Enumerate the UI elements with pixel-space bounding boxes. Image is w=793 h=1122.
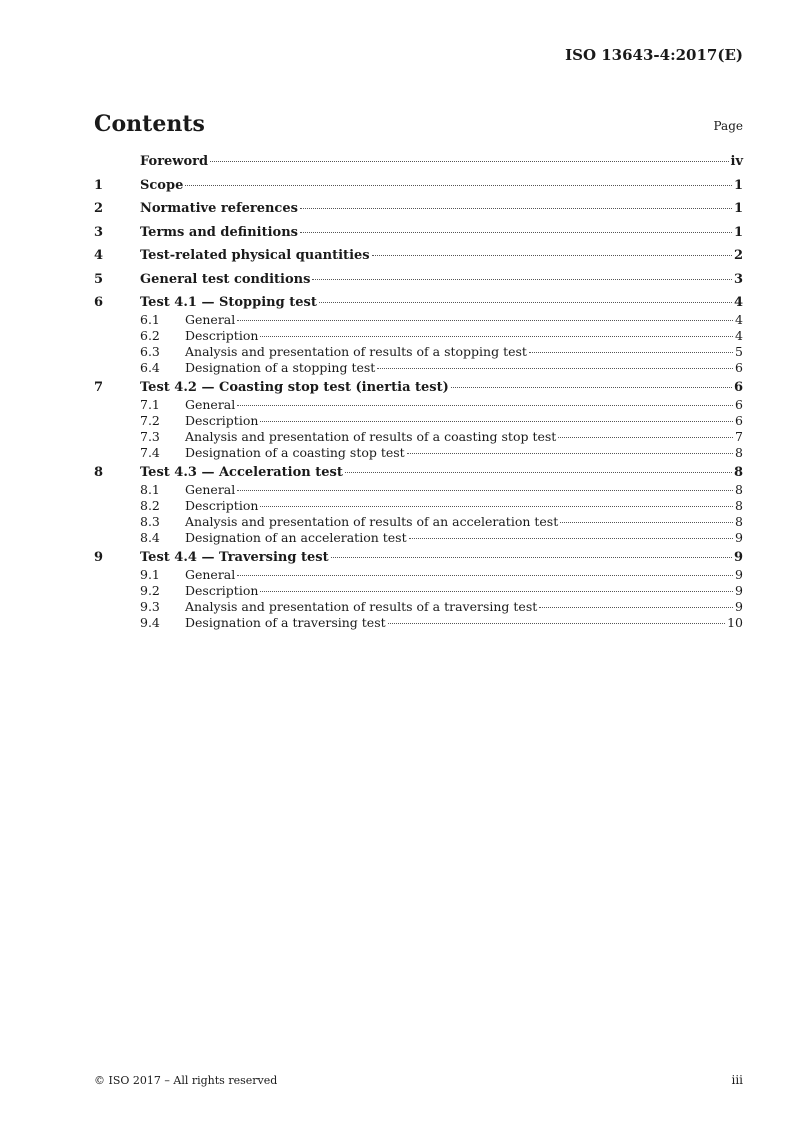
toc-subentry-page: 4 <box>735 328 743 343</box>
toc-subentry-page: 4 <box>735 312 743 327</box>
toc-subentry-title: Designation of a traversing test <box>185 615 386 630</box>
page-number: iii <box>731 1073 743 1087</box>
dot-leader <box>377 368 733 369</box>
dot-leader <box>260 421 733 422</box>
toc-subentry[interactable] <box>94 312 743 328</box>
toc-entry-number: 2 <box>94 201 104 216</box>
toc-subentry-number: 6.2 <box>140 328 160 343</box>
toc-entry[interactable] <box>94 295 743 312</box>
copyright-notice: © ISO 2017 – All rights reserved <box>94 1074 278 1087</box>
toc-subentry-page: 6 <box>735 397 743 412</box>
toc-subentry[interactable] <box>94 344 743 360</box>
toc-subentry-page: 8 <box>735 445 743 460</box>
toc-subentry[interactable] <box>94 360 743 380</box>
toc-subentry[interactable] <box>94 413 743 429</box>
toc-subentry-number: 6.1 <box>140 312 160 327</box>
dot-leader <box>451 387 732 388</box>
toc-entry-number: 1 <box>94 177 104 193</box>
toc-subentry-title: Analysis and presentation of results of a stopping test <box>185 344 527 359</box>
dot-leader <box>331 557 732 558</box>
toc-subentry-title: General <box>185 567 236 582</box>
toc-subentry-page: 9 <box>735 583 743 598</box>
dot-leader <box>260 506 733 507</box>
toc-entry-page: 4 <box>733 295 743 310</box>
dot-leader <box>558 437 733 438</box>
toc-entry-title: Test-related physical quantities <box>140 248 370 263</box>
toc-subentry-page: 5 <box>735 344 743 359</box>
toc-subentry-page: 8 <box>735 498 743 513</box>
toc-subentry[interactable] <box>94 514 743 530</box>
toc-entry-title: Normative references <box>140 201 298 216</box>
dot-leader <box>300 208 732 209</box>
toc-subentry-page: 9 <box>735 567 743 582</box>
toc-entry[interactable] <box>94 201 743 225</box>
toc-subentry-number: 9.2 <box>140 583 160 598</box>
toc-subentry-number: 7.2 <box>140 413 160 428</box>
toc-subentry-title: Analysis and presentation of results of a traversing test <box>185 599 538 614</box>
toc-subentry[interactable] <box>94 397 743 413</box>
toc-subentry-title: Description <box>185 583 259 598</box>
toc-entry-title: Test 4.1 — Stopping test <box>140 295 317 310</box>
page-column-label: Page <box>713 119 743 133</box>
toc-entry[interactable] <box>94 380 743 397</box>
toc-subentry-number: 9.4 <box>140 615 160 630</box>
toc-subentry[interactable] <box>94 583 743 599</box>
toc-subentry[interactable] <box>94 567 743 583</box>
toc-entry-page: 1 <box>733 201 743 216</box>
toc-entry[interactable] <box>94 154 743 178</box>
toc-entry-number: 6 <box>94 295 104 310</box>
toc-subentry-number: 8.1 <box>140 482 160 497</box>
dot-leader <box>260 336 733 337</box>
dot-leader <box>260 591 733 592</box>
table-of-contents <box>94 154 743 635</box>
toc-subentry-page: 9 <box>735 530 743 545</box>
toc-entry-page: 9 <box>733 550 743 565</box>
toc-subentry-title: Designation of a stopping test <box>185 360 376 375</box>
toc-subentry-number: 7.3 <box>140 429 160 444</box>
toc-entry-number: 9 <box>94 550 104 565</box>
toc-entry-number: 5 <box>94 271 104 287</box>
toc-subentry-title: General <box>185 397 236 412</box>
toc-subentry-title: Analysis and presentation of results of an acceleration test <box>185 514 559 529</box>
toc-subentry-title: Designation of a coasting stop test <box>185 445 405 460</box>
toc-subentry-page: 7 <box>735 429 743 444</box>
toc-entry-page: 1 <box>733 224 743 240</box>
toc-subentry-number: 7.1 <box>140 397 160 412</box>
toc-subentry[interactable] <box>94 599 743 615</box>
toc-entry-number: 7 <box>94 380 104 395</box>
dot-leader <box>237 575 733 576</box>
toc-subentry-title: Description <box>185 498 259 513</box>
toc-subentry-page: 8 <box>735 482 743 497</box>
dot-leader <box>237 490 733 491</box>
toc-subentry[interactable] <box>94 498 743 514</box>
toc-subentry-title: General <box>185 312 236 327</box>
toc-subentry-page: 6 <box>735 413 743 428</box>
toc-entry[interactable] <box>94 272 743 296</box>
toc-entry[interactable] <box>94 225 743 249</box>
toc-subentry-number: 7.4 <box>140 445 160 460</box>
toc-entry-page: 2 <box>733 248 743 263</box>
toc-subentry-number: 6.3 <box>140 344 160 359</box>
dot-leader <box>372 255 732 256</box>
toc-entry-page: 3 <box>733 271 743 287</box>
dot-leader <box>560 522 733 523</box>
dot-leader <box>210 161 728 162</box>
toc-subentry-number: 9.1 <box>140 567 160 582</box>
toc-entry-page: 8 <box>733 465 743 480</box>
toc-entry[interactable] <box>94 178 743 202</box>
toc-subentry[interactable] <box>94 328 743 344</box>
toc-subentry-page: 10 <box>727 615 743 630</box>
dot-leader <box>529 352 733 353</box>
toc-subentry[interactable] <box>94 482 743 498</box>
dot-leader <box>237 320 733 321</box>
dot-leader <box>409 538 733 539</box>
toc-entry-number: 8 <box>94 465 104 480</box>
toc-entry-title: Test 4.4 — Traversing test <box>140 550 329 565</box>
toc-entry-title: Test 4.2 — Coasting stop test (inertia test) <box>140 380 449 395</box>
toc-subentry-number: 8.2 <box>140 498 160 513</box>
toc-entry-number: 4 <box>94 248 104 263</box>
toc-entry[interactable] <box>94 550 743 567</box>
toc-subentry-page: 6 <box>735 360 743 375</box>
toc-subentry[interactable] <box>94 615 743 635</box>
toc-entry-number: 3 <box>94 224 104 240</box>
toc-subentry-number: 9.3 <box>140 599 160 614</box>
document-id: ISO 13643-4:2017(E) <box>565 46 743 64</box>
toc-entry-page: iv <box>730 154 743 169</box>
dot-leader <box>319 302 732 303</box>
toc-subentry-title: Analysis and presentation of results of a coasting stop test <box>185 429 557 444</box>
dot-leader <box>237 405 733 406</box>
toc-entry-title: Terms and definitions <box>140 224 298 240</box>
toc-subentry-page: 8 <box>735 514 743 529</box>
dot-leader <box>312 279 732 280</box>
dot-leader <box>539 607 733 608</box>
toc-subentry-number: 8.3 <box>140 514 160 529</box>
toc-subentry-number: 6.4 <box>140 360 160 375</box>
toc-subentry[interactable] <box>94 429 743 445</box>
toc-subentry-title: Description <box>185 328 259 343</box>
toc-entry-title: Foreword <box>140 154 209 169</box>
toc-entry-page: 1 <box>733 177 743 193</box>
contents-title: Contents <box>94 111 205 137</box>
toc-entry[interactable] <box>94 248 743 272</box>
toc-subentry[interactable] <box>94 445 743 465</box>
toc-subentry[interactable] <box>94 530 743 550</box>
toc-subentry-number: 8.4 <box>140 530 160 545</box>
toc-entry-page: 6 <box>733 380 743 395</box>
toc-subentry-title: Designation of an acceleration test <box>185 530 407 545</box>
toc-entry-title: Test 4.3 — Acceleration test <box>140 465 343 480</box>
toc-subentry-title: General <box>185 482 236 497</box>
dot-leader <box>185 185 732 186</box>
toc-subentry-page: 9 <box>735 599 743 614</box>
dot-leader <box>407 453 733 454</box>
toc-entry-title: Scope <box>140 177 184 193</box>
dot-leader <box>388 623 725 624</box>
toc-entry[interactable] <box>94 465 743 482</box>
dot-leader <box>345 472 732 473</box>
toc-entry-title: General test conditions <box>140 271 311 287</box>
toc-subentry-title: Description <box>185 413 259 428</box>
dot-leader <box>300 232 732 233</box>
